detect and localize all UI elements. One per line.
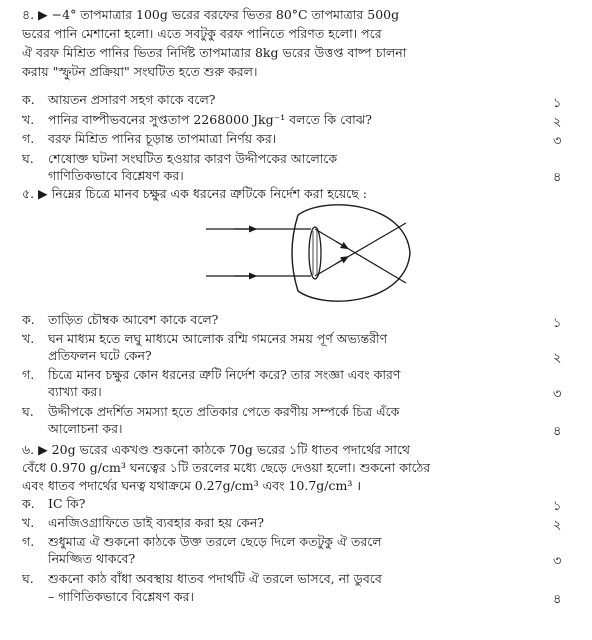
q5-part-ga-label: গ. xyxy=(22,367,35,382)
q5-part-kha-label: খ. xyxy=(22,331,35,346)
q6-stem-line-2: বেঁধে 0.970 g/cm³ ঘনত্বের ১টি তরলের মধ্যে ছেড়ে দেওয়া হলো। শুকনো কাঠের xyxy=(22,460,431,475)
q8-part-ka-text: আয়তন প্রসারণ সহগ কাকে বলে? xyxy=(48,92,216,107)
q5-part-ga-text-1: চিত্রে মানব চক্ষুর কোন ধরনের ত্রুটি নির্দেশ করে? তার সংজ্ঞা এবং কারণ xyxy=(48,367,401,382)
q5-stem-line-1: ৫. ▶ নিম্নের চিত্রে মানব চক্ষুর এক ধরনের ত্রুটিকে নির্দেশ করা হয়েছে : xyxy=(22,186,367,201)
q6-part-ka-mark: ১ xyxy=(553,499,562,514)
q8-stem-line-2: ভরের পানি মেশানো হলো। এতে সবটুকু বরফ পানিতে পরিণত হলো। পরে xyxy=(22,26,382,41)
q6-part-ka-label: ক. xyxy=(22,496,35,511)
q5-part-gha-text-2: আলোচনা কর। xyxy=(48,421,123,436)
q5-part-ga-mark: ৩ xyxy=(553,387,562,402)
q6-stem-line-3: এবং ধাতব পদার্থের ঘনত্ব যথাক্রমে 0.27g/cm³ এবং 10.7g/cm³ । xyxy=(22,478,362,493)
q6-part-ka-text: IC কি? xyxy=(48,496,86,511)
q8-part-kha-mark: ২ xyxy=(553,115,562,130)
q8-part-gha-label: ঘ. xyxy=(22,151,34,166)
q5-part-gha-mark: ৪ xyxy=(553,424,562,439)
q5-part-gha-text-1: উদ্দীপকে প্রদর্শিত সমস্যা হতে প্রতিকার পেতে করণীয় সম্পর্কে চিত্র এঁকে xyxy=(48,404,400,419)
q5-part-kha-mark: ২ xyxy=(553,351,562,366)
q6-part-ga-label: গ. xyxy=(22,534,35,549)
q8-stem-line-1: ৪. ▶ −4° তাপমাত্রার 100g ভরের বরফের ভিতর 80°C তাপমাত্রার 500g xyxy=(22,7,400,22)
q6-stem-line-1: ৬. ▶ 20g ভরের একখণ্ড শুকনো কাঠকে 70g ভরের ১টি ধাতব পদার্থের সাথে xyxy=(22,442,411,457)
refracted-ray-bottom xyxy=(315,223,406,276)
q6-part-ga-mark: ৩ xyxy=(553,554,562,569)
q8-part-kha-label: খ. xyxy=(22,112,35,127)
q8-stem-line-3: ঐ বরফ মিশ্রিত পানির ভিতর নির্দিষ্ট তাপমাত্রার 8kg ভরের উত্তপ্ত বাষ্প চালনা xyxy=(22,45,407,60)
q5-part-ka-text: তাড়িত চৌম্বক আবেশ কাকে বলে? xyxy=(48,312,219,327)
myopia-eye-diagram xyxy=(206,203,416,303)
q8-part-ka-mark: ১ xyxy=(553,96,562,111)
q8-part-gha-text-2: গাণিতিকভাবে বিশ্লেষণ কর। xyxy=(48,168,184,183)
cornea-curve xyxy=(292,215,298,291)
q5-part-gha-label: ঘ. xyxy=(22,404,34,419)
q8-part-ga-mark: ৩ xyxy=(553,134,562,149)
q6-part-gha-label: ঘ. xyxy=(22,571,34,586)
q8-part-gha-text-1: শেষোক্ত ঘটনা সংঘটিত হওয়ার কারণ উদ্দীপকের আলোকে xyxy=(48,151,338,166)
q8-stem-line-4: করায় "স্ফুটন প্রক্রিয়া" সংঘটিত হতে শুরু করল। xyxy=(22,64,258,79)
q5-part-kha-text-1: ঘন মাধ্যম হতে লঘু মাধ্যমে আলোক রশ্মি গমনের সময় পূর্ণ অভ্যন্তরীণ xyxy=(48,331,388,346)
q6-part-gha-text-2: – গাণিতিকভাবে বিশ্লেষণ কর। xyxy=(48,589,194,604)
q5-part-ka-label: ক. xyxy=(22,312,35,327)
q6-part-kha-label: খ. xyxy=(22,515,35,530)
q8-part-gha-mark: ৪ xyxy=(553,170,562,185)
q6-part-ga-text-1: শুধুমাত্র ঐ শুকনো কাঠকে উক্ত তরলে ছেড়ে দিলে কতটুকু ঐ তরলে xyxy=(48,534,382,549)
q8-part-ga-label: গ. xyxy=(22,131,35,146)
q5-part-kha-text-2: প্রতিফলন ঘটে কেন? xyxy=(48,348,152,363)
eye-lens xyxy=(309,227,321,279)
q6-part-gha-text-1: শুকনো কাঠ বাঁধা অবস্থায় ধাতব পদার্থটি ঐ তরলে ভাসবে, না ডুববে xyxy=(48,571,382,586)
q8-part-ka-label: ক. xyxy=(22,92,35,107)
q6-part-kha-mark: ২ xyxy=(553,518,562,533)
q6-part-gha-mark: ৪ xyxy=(553,592,562,607)
q5-part-ka-mark: ১ xyxy=(553,316,562,331)
q5-part-ga-text-2: ব্যাখ্যা কর। xyxy=(48,384,102,399)
q8-part-kha-text: পানির বাষ্পীভবনের সুপ্ততাপ 2268000 Jkg⁻¹ বলতে কি বোঝ? xyxy=(48,112,372,127)
q6-part-ga-text-2: নিমজ্জিত থাকবে? xyxy=(48,551,136,566)
refracted-ray-top xyxy=(315,229,406,283)
q8-part-ga-text: বরফ মিশ্রিত পানির চূড়ান্ত তাপমাত্রা নির্ণয় কর। xyxy=(48,131,277,146)
q6-part-kha-text: এনজিওগ্রাফিতে ডাই ব্যবহার করা হয় কেন? xyxy=(48,515,264,530)
